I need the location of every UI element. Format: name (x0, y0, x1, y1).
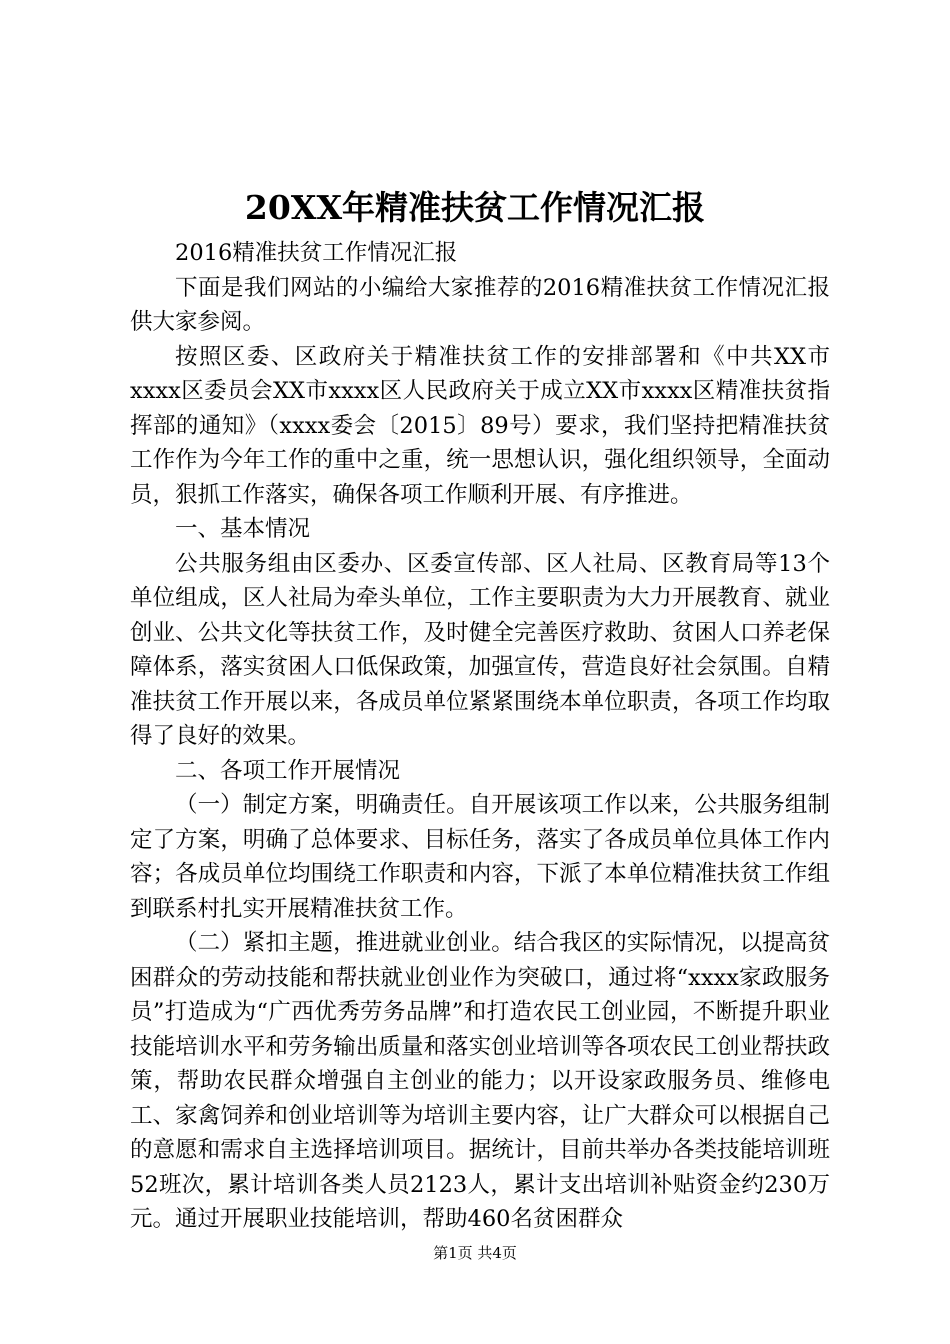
page-number-footer: 第1页 共4页 (433, 1244, 517, 1262)
section-heading-work: 二、各项工作开展情况 (175, 757, 401, 784)
paragraph-arrangement: 按照区委、区政府关于精准扶贫工作的安排部署和《中共XX市xxxx区委员会XX市xxxx区人民政府关于成立XX市xxxx区精准扶贫指挥部的通知》（xxxx委会〔2015〕89号）要求，我们坚持把精准扶贫工作作为今年工作的重中之重，统一思想认识，强化组织领导，全面动员，狠抓工作落实，确保各项工作顺利开展、有序推进。 (130, 343, 830, 508)
paragraph-item-one: （一）制定方案，明确责任。自开展该项工作以来，公共服务组制定了方案，明确了总体要求、目标任务，落实了各成员单位具体工作内容；各成员单位均围绕工作职责和内容，下派了本单位精准扶贫工作组到联系村扎实开展精准扶贫工作。 (130, 792, 830, 922)
section-heading-basic: 一、基本情况 (175, 516, 311, 542)
document-title: 20XX年精准扶贫工作情况汇报 (244, 188, 706, 227)
paragraph-basic-situation: 公共服务组由区委办、区委宣传部、区人社局、区教育局等13个单位组成，区人社局为牵头单位，工作主要职责为大力开展教育、就业创业、公共文化等扶贫工作，及时健全完善医疗救助、贫困人口养老保障体系，落实贫困人口低保政策，加强宣传，营造良好社会氛围。自精准扶贫工作开展以来，各成员单位紧紧围绕本单位职责，各项工作均取得了良好的效果。 (130, 550, 830, 749)
document-body (130, 236, 830, 1237)
paragraph-subtitle: 2016精准扶贫工作情况汇报 (175, 240, 458, 266)
paragraph-intro: 下面是我们网站的小编给大家推荐的2016精准扶贫工作情况汇报供大家参阅。 (130, 274, 830, 335)
paragraph-item-two: （二）紧扣主题，推进就业创业。结合我区的实际情况，以提高贫困群众的劳动技能和帮扶就业创业作为突破口，通过将“xxxx家政服务员”打造成为“广西优秀劳务品牌”和打造农民工创业园，不断提升职业技能培训水平和劳务输出质量和落实创业培训等各项农民工创业帮扶政策，帮助农民群众增强自主创业的能力；以开设家政服务员、维修电工、家禽饲养和创业培训等为培训主要内容，让广大群众可以根据自己的意愿和需求自主选择培训项目。据统计，目前共举办各类技能培训班52班次，累计培训各类人员2123人，累计支出培训补贴资金约230万元。通过开展职业技能培训，帮助460名贫困群众 (130, 930, 830, 1232)
